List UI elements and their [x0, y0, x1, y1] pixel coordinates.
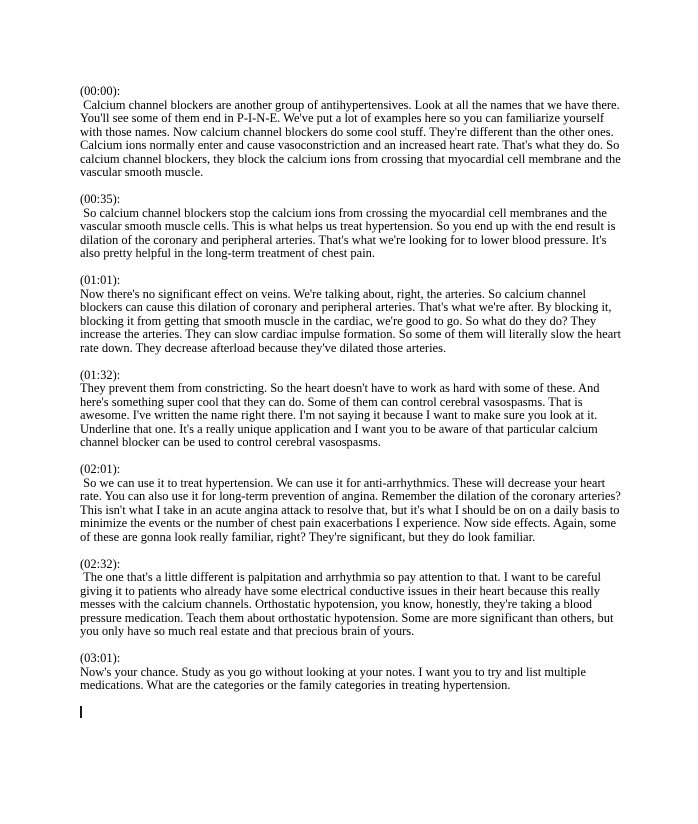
segment-text: Now's your chance. Study as you go without looking at your notes. I want you to try and list multiple medications. What are the categories or the family categories in treating hypertension.	[80, 664, 590, 692]
segment-timestamp: (01:01):	[80, 273, 121, 287]
segment-text: So we can use it to treat hypertension. We can use it for anti-arrhythmics. These will decrease your heart rate. You can also use it for long-term prevention of angina. Remember the dilation of the coronary arteries? This isn't what I take in an acute angina attack to resolve that, but it's what I should be on on a daily basis to minimize the events or the number of chest pain exacerbations I experience. Now side effects. Again, some of these are gonna look really familiar, right? They're significant, but they do look familiar.	[80, 475, 624, 544]
transcript-segment	[80, 85, 624, 180]
transcript-segment	[80, 274, 624, 355]
transcript-segment	[80, 558, 624, 639]
segment-timestamp: (03:01):	[80, 651, 121, 665]
transcript-segment	[80, 652, 624, 693]
transcript-segment	[80, 193, 624, 261]
segment-text: The one that's a little different is palpitation and arrhythmia so pay attention to that. I want to be careful giving it to patients who already have some electrical conductive issues in their heart because this really messes with the calcium channels. Orthostatic hypotension, you know, honestly, they're taking a blood pressure medication. Teach them about orthostatic hypotension. Some are more significant than others, but you only have so much real estate and that precious brain of yours.	[80, 570, 617, 638]
transcript-segment	[80, 369, 624, 450]
text-cursor	[80, 706, 82, 718]
segment-text: So calcium channel blockers stop the calcium ions from crossing the myocardial cell membranes and the vascular smooth muscle cells. This is what helps us treat hypertension. So you end up with the end result is dilation of the coronary and peripheral arteries. That's what we're looking for to lower blood pressure. It's also pretty helpful in the long-term treatment of chest pain.	[80, 205, 619, 260]
segment-timestamp: (02:01):	[80, 462, 121, 476]
segment-text: Now there's no significant effect on veins. We're talking about, right, the arteries. So calcium channel blockers can cause this dilation of coronary and peripheral arteries. That's what we're after. By blocking it, blocking it from getting that smooth muscle in the cardiac, we're good to go. So what do they do? They increase the arteries. They can slow cardiac impulse formation. So some of them will literally slow the heart rate down. They decrease afterload because they've dilated those arteries.	[80, 286, 625, 355]
segment-text: Calcium channel blockers are another group of antihypertensives. Look at all the names that we have there. You'll see some of them end in P-I-N-E. We've put a lot of examples here so you can familiarize yourself with those names. Now calcium channel blockers do some cool stuff. They're different than the other ones. Calcium ions normally enter and cause vasoconstriction and an increased heart rate. That's what they do. So calcium channel blockers, they block the calcium ions from crossing that myocardial cell membrane and the vascular smooth muscle.	[80, 97, 624, 179]
segment-timestamp: (00:35):	[80, 192, 121, 206]
segment-timestamp: (02:32):	[80, 556, 121, 571]
segment-timestamp: (00:00):	[80, 84, 121, 98]
transcript-segment	[80, 463, 624, 544]
segment-timestamp: (01:32):	[80, 367, 121, 382]
segment-text: They prevent them from constricting. So the heart doesn't have to work as hard with some of these. And here's something super cool that they can do. Some of them can control cerebral vasospasms. That is awesome. I've written the name right there. I'm not saying it because I want to make sure you look at it. Underline that one. It's a really unique application and I want you to be aware of that particular calcium channel blocker can be used to control cerebral vasospasms.	[80, 381, 603, 449]
